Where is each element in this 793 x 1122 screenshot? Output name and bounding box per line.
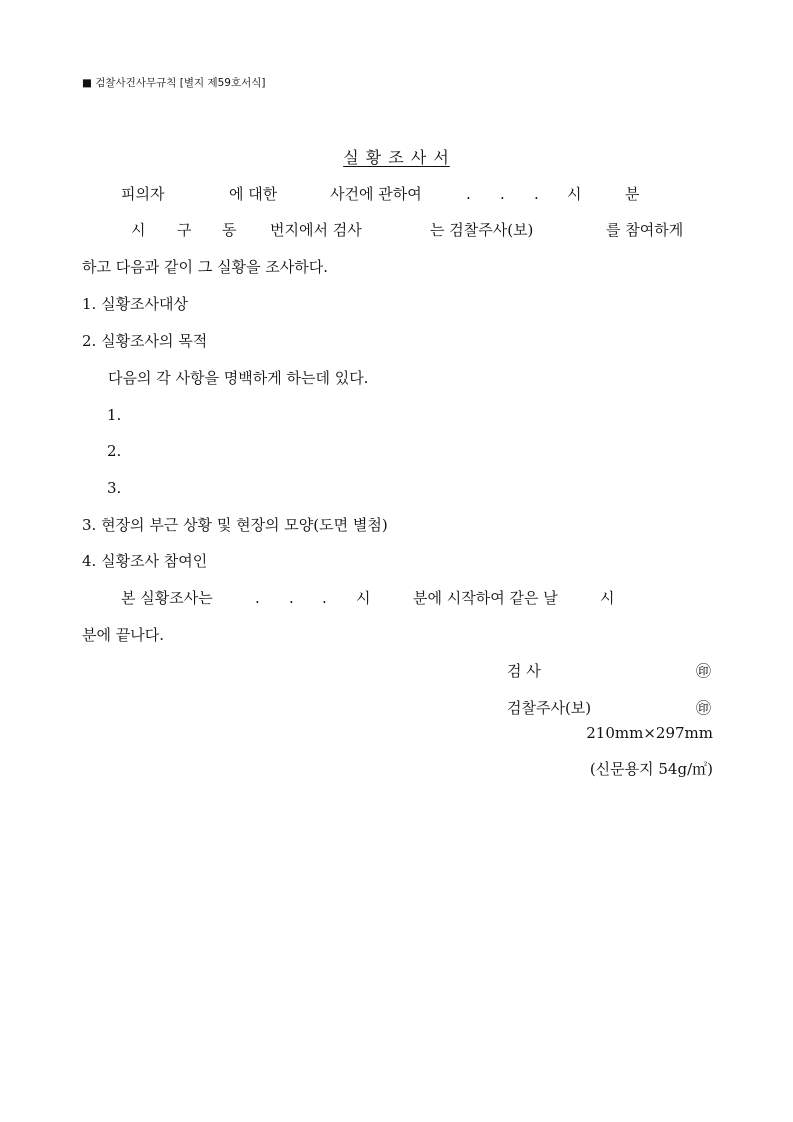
document-title-text: 실 황 조 사 서 [343,148,450,167]
paper-size: 210mm×297mm [586,724,713,742]
intro-city-label: 시 [131,221,146,239]
seal-clerk-icon: ㊞ [696,699,712,717]
intro-date-dot-1: . [466,185,471,203]
closing-inspection-label: 본 실황조사는 [121,589,213,607]
item-2-sub-3: 3. [107,479,122,497]
paper-type: (신문용지 54g/㎡) [589,760,713,778]
intro-date-dot-3: . [534,185,539,203]
intro-attend-label: 를 참여하게 [606,221,684,239]
intro-about-label: 에 대한 [229,185,278,203]
item-1-subject: 1. 실황조사대상 [82,295,189,313]
signature-prosecutor-label: 검 사 [507,662,541,680]
intro-address-prosecutor-label: 번지에서 검사 [270,221,362,239]
item-2-purpose: 2. 실황조사의 목적 [82,332,208,350]
closing-date-dot-2: . [289,589,294,607]
closing-date-dot-3: . [322,589,327,607]
item-3-scene: 3. 현장의 부근 상황 및 현장의 모양(도면 별첨) [82,516,388,534]
intro-clerk-label: 는 검찰주사(보) [430,221,534,239]
item-2-sub-1: 1. [107,406,122,424]
closing-date-dot-1: . [255,589,260,607]
item-2-description: 다음의 각 사항을 명백하게 하는데 있다. [108,369,369,387]
intro-case-label: 사건에 관하여 [330,185,422,203]
closing-hour-label: 시 [356,589,371,607]
form-header: ■ 검찰사건사무규칙 [별지 제59호서식] [82,77,266,89]
intro-hour-label: 시 [567,185,582,203]
signature-clerk-label: 검찰주사(보) [507,699,592,717]
closing-start-label: 분에 시작하여 같은 날 [413,589,558,607]
intro-district-label: 구 [177,221,192,239]
item-2-sub-2: 2. [107,442,122,460]
document-title [0,147,793,169]
intro-dong-label: 동 [222,221,237,239]
intro-suspect-label: 피의자 [121,185,165,203]
seal-prosecutor-icon: ㊞ [696,662,712,680]
closing-end-label: 분에 끝나다. [82,626,164,644]
intro-minute-label: 분 [625,185,640,203]
intro-date-dot-2: . [500,185,505,203]
item-4-participants: 4. 실황조사 참여인 [82,552,208,570]
intro-conclusion: 하고 다음과 같이 그 실황을 조사하다. [82,258,328,276]
closing-end-hour-label: 시 [600,589,615,607]
